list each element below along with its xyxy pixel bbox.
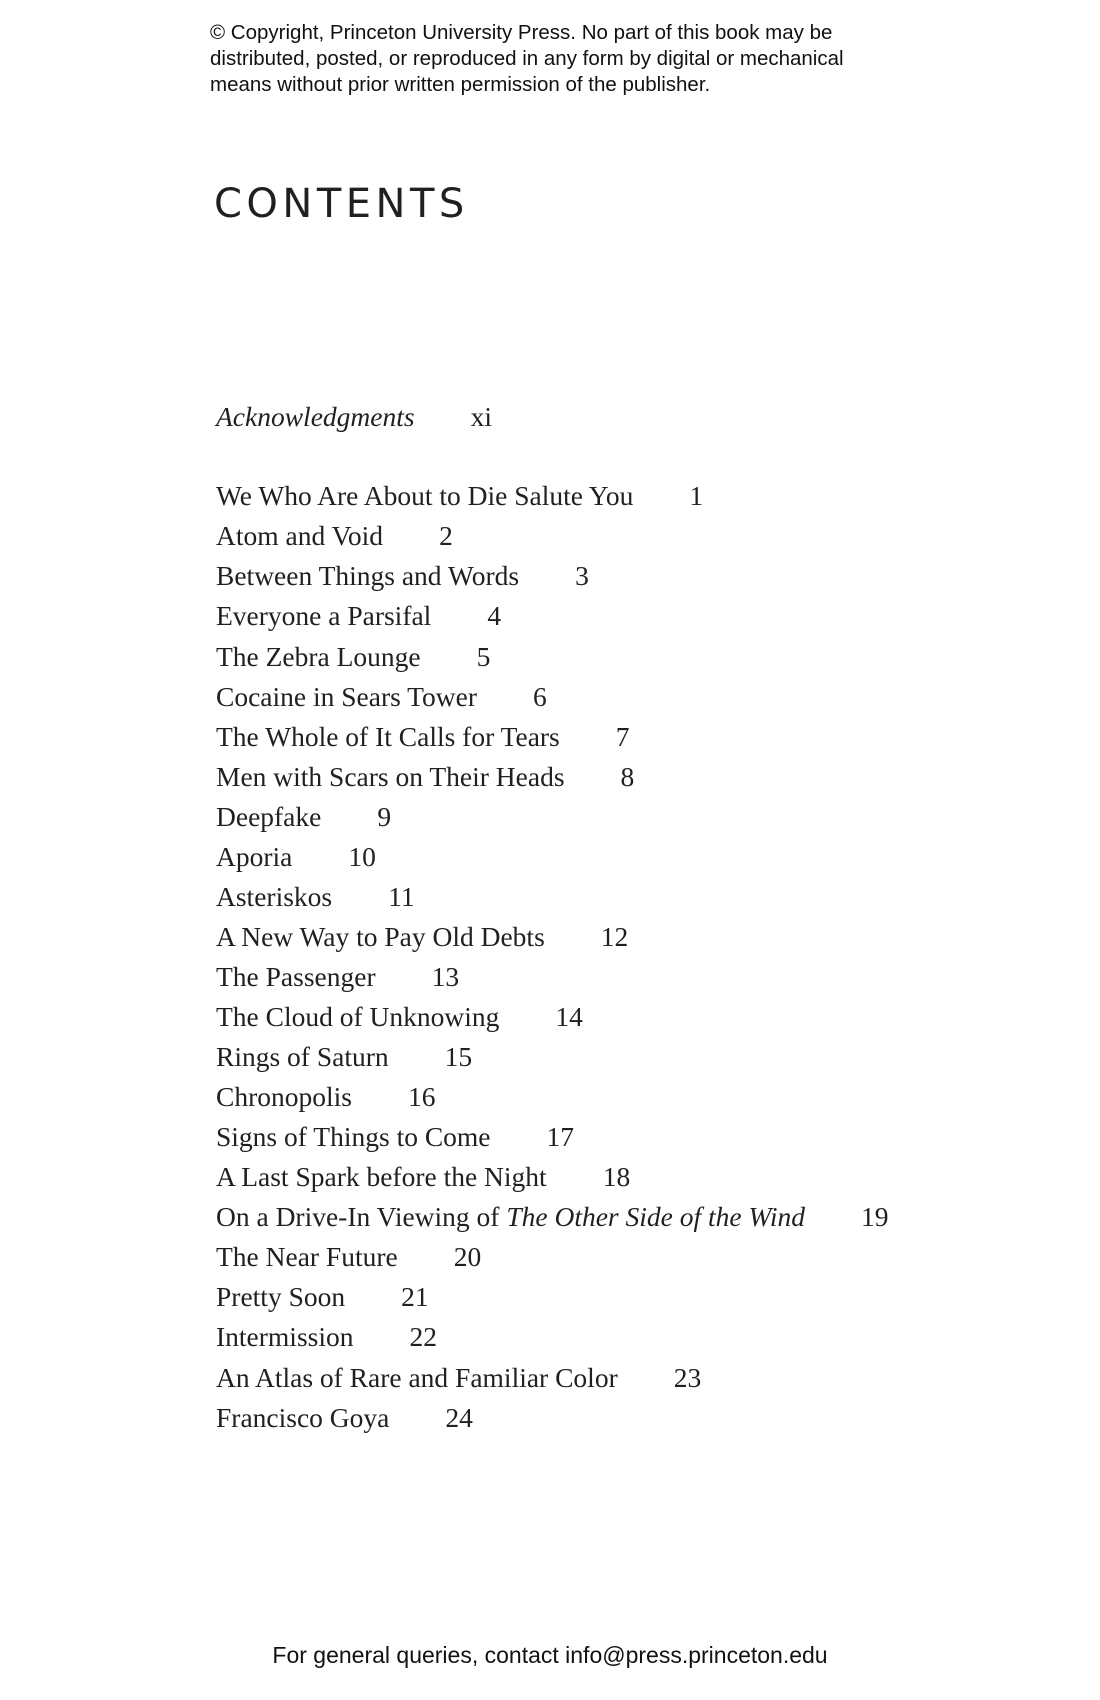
toc-entry[interactable] xyxy=(216,1361,701,1395)
toc-entry[interactable] xyxy=(216,599,501,633)
toc-entry[interactable] xyxy=(216,640,490,674)
toc-entry[interactable] xyxy=(216,760,634,794)
toc-entry-title: The Passenger xyxy=(216,961,376,992)
toc-entry-title: Atom and Void xyxy=(216,520,384,551)
toc-entry-title: Cocaine in Sears Tower xyxy=(216,681,478,712)
toc-entry-page: 3 xyxy=(575,560,589,591)
toc-entry-page: 4 xyxy=(487,600,502,631)
toc-entry-page: 1 xyxy=(689,480,704,511)
toc-entry-page: xi xyxy=(470,401,492,432)
toc-entry-page: 12 xyxy=(600,921,629,952)
toc-entry-title: Acknowledgments xyxy=(216,401,415,432)
toc-entry-title: Intermission xyxy=(216,1321,354,1352)
toc-entry-title-italic: The Other Side of the Wind xyxy=(506,1201,805,1232)
toc-entry[interactable] xyxy=(216,920,628,954)
toc-entry[interactable] xyxy=(216,840,376,874)
toc-entry[interactable] xyxy=(216,519,453,553)
toc-entry-page: 14 xyxy=(555,1001,583,1032)
toc-entry-title: Asteriskos xyxy=(216,881,333,912)
contact-footer: For general queries, contact info@press.princeton.edu xyxy=(272,1642,828,1668)
toc-entry-page: 8 xyxy=(620,761,635,792)
contents-heading: CONTENTS xyxy=(214,181,469,227)
toc-entry[interactable] xyxy=(216,720,630,754)
toc-entry-title: An Atlas of Rare and Familiar Color xyxy=(216,1362,618,1393)
toc-entry-page: 5 xyxy=(476,641,491,672)
toc-entry-title: Signs of Things to Come xyxy=(216,1121,491,1152)
toc-entry-page: 24 xyxy=(445,1402,473,1433)
toc-entry-page: 23 xyxy=(673,1362,702,1393)
toc-entry[interactable] xyxy=(216,559,589,593)
toc-entry-title: Aporia xyxy=(216,841,293,872)
toc-entry-page: 10 xyxy=(348,841,376,872)
toc-entry-page: 17 xyxy=(546,1121,575,1152)
toc-entry[interactable] xyxy=(216,1320,437,1354)
toc-entry-page: 21 xyxy=(401,1281,429,1312)
toc-entry[interactable] xyxy=(216,1080,435,1114)
toc-entry[interactable] xyxy=(216,1000,583,1034)
copyright-notice xyxy=(210,20,910,98)
toc-entry-title: Rings of Saturn xyxy=(216,1041,389,1072)
toc-entry[interactable] xyxy=(216,800,391,834)
toc-entry-page: 2 xyxy=(439,520,453,551)
toc-entry-title: Men with Scars on Their Heads xyxy=(216,761,565,792)
toc-entry[interactable] xyxy=(216,1240,481,1274)
toc-entry[interactable] xyxy=(216,1120,574,1154)
copyright-line: means without prior written permission of the publisher. xyxy=(210,73,711,96)
toc-entry[interactable] xyxy=(216,1200,889,1234)
toc-entry-title: Pretty Soon xyxy=(216,1281,346,1312)
toc-entry-page: 9 xyxy=(377,801,392,832)
toc-entry-page: 7 xyxy=(615,721,630,752)
copyright-line: © Copyright, Princeton University Press. No part of this book may be xyxy=(210,21,833,44)
toc-entry[interactable] xyxy=(216,960,459,994)
toc-entry-page: 13 xyxy=(431,961,460,992)
toc-entry-acknowledgments[interactable] xyxy=(216,400,492,434)
toc-entry-page: 6 xyxy=(533,681,547,712)
toc-entry-page: 11 xyxy=(388,881,415,912)
toc-entry-title: Between Things and Words xyxy=(216,560,520,591)
toc-entry-title: A Last Spark before the Night xyxy=(216,1161,547,1192)
toc-entry-title: Chronopolis xyxy=(216,1081,352,1112)
copyright-line: distributed, posted, or reproduced in any form by digital or mechanical xyxy=(210,47,844,70)
toc-entry-title: The Zebra Lounge xyxy=(216,641,421,672)
toc-entry-title: The Cloud of Unknowing xyxy=(216,1001,500,1032)
toc-entry-title: The Near Future xyxy=(216,1241,398,1272)
toc-entry-title: Deepfake xyxy=(216,801,322,832)
toc-entry[interactable] xyxy=(216,680,547,714)
toc-entry-page: 16 xyxy=(407,1081,436,1112)
toc-entry-page: 19 xyxy=(861,1201,889,1232)
toc-entry[interactable] xyxy=(216,880,415,914)
toc-entry-title: Francisco Goya xyxy=(216,1402,390,1433)
toc-entry-title: We Who Are About to Die Salute You xyxy=(216,480,634,511)
toc-entry[interactable] xyxy=(216,1401,473,1435)
toc-entry-page: 20 xyxy=(453,1241,482,1272)
toc-entry-title-roman: On a Drive-In Viewing of xyxy=(216,1201,507,1232)
toc-entry[interactable] xyxy=(216,479,703,513)
toc-entry-title xyxy=(216,1201,805,1232)
toc-entry[interactable] xyxy=(216,1160,630,1194)
toc-entry-page: 22 xyxy=(409,1321,437,1352)
toc-entry-title: The Whole of It Calls for Tears xyxy=(216,721,560,752)
toc-entry[interactable] xyxy=(216,1280,429,1314)
toc-entry-title: A New Way to Pay Old Debts xyxy=(216,921,545,952)
toc-entry-page: 18 xyxy=(602,1161,631,1192)
toc-entry-page: 15 xyxy=(444,1041,473,1072)
toc-entry[interactable] xyxy=(216,1040,472,1074)
toc-entry-title: Everyone a Parsifal xyxy=(216,600,432,631)
